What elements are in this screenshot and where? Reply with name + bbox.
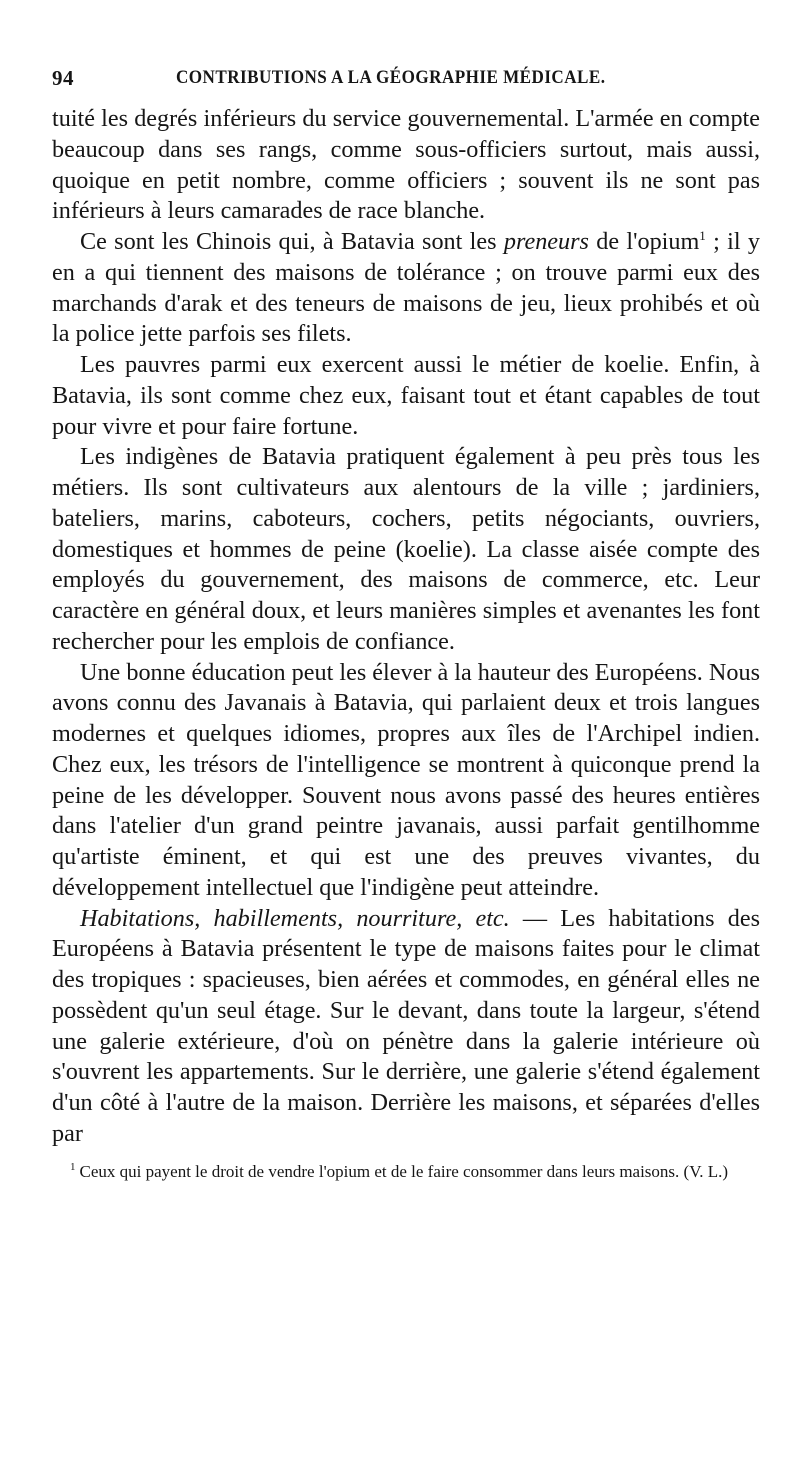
paragraph-2-text-a: Ce sont les Chinois qui, à Batavia sont les bbox=[80, 228, 504, 255]
paragraph-2-text-b: de l'opium bbox=[588, 228, 700, 255]
footnote-mark: 1 bbox=[70, 1160, 76, 1173]
main-text bbox=[52, 104, 760, 1150]
paragraph-2 bbox=[52, 227, 760, 350]
footnote-ref-1: 1 bbox=[699, 227, 706, 243]
emphasis-preneurs: preneurs bbox=[503, 228, 589, 255]
paragraph-1: tuité les degrés inférieurs du service gouvernemental. L'armée en compte beaucoup dans ses rangs, comme sous-officiers surtout, mais aussi, quoique en petit nombre, comme officiers ; souvent ils ne sont pas inférieurs à leurs camarades de race blanche. bbox=[52, 105, 760, 225]
paragraph-3: Les pauvres parmi eux exercent aussi le métier de koelie. Enfin, à Batavia, ils sont comme chez eux, faisant tout et étant capables de tout pour vivre et pour faire fortune. bbox=[52, 351, 760, 440]
paragraph-6 bbox=[52, 904, 760, 1150]
running-title: CONTRIBUTIONS A LA GÉOGRAPHIE MÉDICALE. bbox=[176, 67, 606, 88]
paragraph-6-text: — Les habitations des Européens à Batavia présentent le type de maisons faites pour le climat des tropiques : spacieuses, bien aérées et commodes, en général elles ne possèdent qu'un seul étage. Sur le devant, dans toute la largeur, s'étend une galerie extérieure, d'où on pénètre dans la galerie intérieure où s'ouvrent les appartements. Sur le derrière, une galerie s'étend également d'un côté à l'autre de la maison. Derrière les maisons, et séparées d'elles par bbox=[52, 904, 760, 1147]
footnote-1 bbox=[52, 1160, 760, 1183]
section-heading: Habitations, habillements, nourriture, etc. bbox=[80, 904, 510, 932]
page-header bbox=[52, 62, 760, 102]
footnotes bbox=[52, 1160, 760, 1183]
page-number: 94 bbox=[52, 66, 74, 90]
paragraph-5: Une bonne éducation peut les élever à la hauteur des Européens. Nous avons connu des Javanais à Batavia, qui parlaient deux et trois langues modernes et quelques idiomes, propres aux îles de l'Archipel indien. Chez eux, les trésors de l'intelligence se montrent à quiconque prend la peine de les développer. Souvent nous avons passé des heures entières dans l'atelier d'un grand peintre javanais, aussi parfait gentilhomme qu'artiste éminent, et qui est une des preuves vivantes, du développement intellectuel que l'indigène peut atteindre. bbox=[52, 658, 760, 901]
paragraph-4: Les indigènes de Batavia pratiquent également à peu près tous les métiers. Ils sont cultivateurs aux alentours de la ville ; jardiniers, bateliers, marins, caboteurs, cochers, petits négociants, ouvriers, domestiques et hommes de peine (koelie). La classe aisée compte des employés du gouvernement, des maisons de commerce, etc. Leur caractère en général doux, et leurs manières simples et avenantes les font rechercher pour les emplois de confiance. bbox=[52, 443, 760, 655]
paragraph-2-text-c: ; il y en a qui tiennent des maisons de tolérance ; on trouve parmi eux des marchands d'arak et des teneurs de maisons de jeu, lieux prohibés et où la police jette parfois ses filets. bbox=[52, 228, 760, 348]
footnote-text: Ceux qui payent le droit de vendre l'opium et de le faire consommer dans leurs maisons. (V. L.) bbox=[79, 1161, 729, 1181]
